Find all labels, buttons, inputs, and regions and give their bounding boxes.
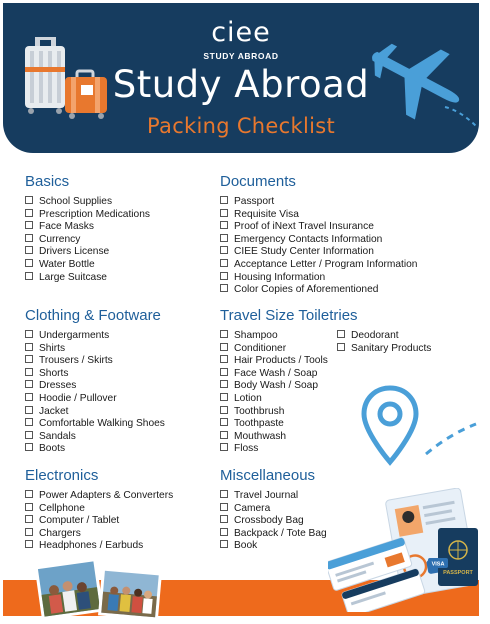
checkbox-icon[interactable] <box>220 528 228 536</box>
checklist-item[interactable]: Backpack / Tote Bag <box>220 528 327 541</box>
checkbox-icon[interactable] <box>25 221 33 229</box>
student-photo-left <box>34 558 104 620</box>
checklist-item[interactable]: Undergarments <box>25 330 165 343</box>
checkbox-icon[interactable] <box>220 393 228 401</box>
checkbox-icon[interactable] <box>25 259 33 267</box>
section-title-clothing: Clothing & Footware <box>25 307 161 324</box>
checkbox-icon[interactable] <box>220 368 228 376</box>
checklist-item[interactable]: Toothbrush <box>220 406 337 419</box>
checklist-item[interactable]: Sanitary Products <box>337 343 431 356</box>
checkbox-icon[interactable] <box>220 259 228 267</box>
section-clothing <box>25 307 165 456</box>
checklist-item[interactable]: Hair Products / Tools <box>220 355 337 368</box>
checklist-item[interactable]: Shampoo <box>220 330 337 343</box>
checklist-item[interactable]: Sandals <box>25 431 165 444</box>
checkbox-icon[interactable] <box>25 246 33 254</box>
checkbox-icon[interactable] <box>25 234 33 242</box>
checklist-item[interactable]: Dresses <box>25 380 165 393</box>
checklist-item[interactable]: Prescription Medications <box>25 209 150 222</box>
checklist-item[interactable]: Large Suitcase <box>25 272 150 285</box>
checkbox-icon[interactable] <box>337 330 345 338</box>
checkbox-icon[interactable] <box>220 406 228 414</box>
checkbox-icon[interactable] <box>220 196 228 204</box>
checkbox-icon[interactable] <box>220 221 228 229</box>
section-documents <box>220 173 417 297</box>
checkbox-icon[interactable] <box>220 431 228 439</box>
checklist-item[interactable]: Water Bottle <box>25 259 150 272</box>
checkbox-icon[interactable] <box>25 393 33 401</box>
passport-label: PASSPORT <box>443 570 473 576</box>
checkbox-icon[interactable] <box>220 490 228 498</box>
checklist-item[interactable]: Lotion <box>220 393 337 406</box>
checkbox-icon[interactable] <box>25 515 33 523</box>
page-subtitle: Packing Checklist <box>147 114 335 138</box>
checklist-item[interactable]: Color Copies of Aforementioned <box>220 284 417 297</box>
checklist-item[interactable]: Book <box>220 540 327 553</box>
checklist-item[interactable]: Shirts <box>25 343 165 356</box>
checklist-item[interactable]: Chargers <box>25 528 173 541</box>
checklist-item[interactable]: Crossbody Bag <box>220 515 327 528</box>
checkbox-icon[interactable] <box>220 540 228 548</box>
checklist-item[interactable]: Trousers / Skirts <box>25 355 165 368</box>
checklist-item[interactable]: Proof of iNext Travel Insurance <box>220 221 417 234</box>
checklist-item[interactable]: Requisite Visa <box>220 209 417 222</box>
checkbox-icon[interactable] <box>220 284 228 292</box>
checkbox-icon[interactable] <box>25 380 33 388</box>
checklist-item[interactable]: Computer / Tablet <box>25 515 173 528</box>
section-title-electronics: Electronics <box>25 467 99 484</box>
checkbox-icon[interactable] <box>25 540 33 548</box>
section-basics <box>25 173 150 284</box>
checkbox-icon[interactable] <box>25 343 33 351</box>
checkbox-icon[interactable] <box>25 528 33 536</box>
brand-logo: ciee <box>211 17 271 48</box>
checklist-item[interactable]: Power Adapters & Converters <box>25 490 173 503</box>
checkbox-icon[interactable] <box>25 196 33 204</box>
checklist-item[interactable]: Toothpaste <box>220 418 337 431</box>
checkbox-icon[interactable] <box>25 443 33 451</box>
checklist-item[interactable]: Emergency Contacts Information <box>220 234 417 247</box>
checklist-item[interactable]: Comfortable Walking Shoes <box>25 418 165 431</box>
checklist-item[interactable]: Camera <box>220 503 327 516</box>
checklist-item[interactable]: Boots <box>25 443 165 456</box>
visa-stamp-label: VISA <box>431 561 445 568</box>
checklist-item[interactable]: Floss <box>220 443 337 456</box>
passport-icon <box>328 488 482 612</box>
checklist-item[interactable]: Drivers License <box>25 246 150 259</box>
checklist-item[interactable]: Deodorant <box>337 330 431 343</box>
checklist-item[interactable]: Travel Journal <box>220 490 327 503</box>
checkbox-icon[interactable] <box>220 272 228 280</box>
checkbox-icon[interactable] <box>25 272 33 280</box>
checkbox-icon[interactable] <box>25 406 33 414</box>
checklist-item[interactable]: Body Wash / Soap <box>220 380 337 393</box>
checklist-item[interactable]: Headphones / Earbuds <box>25 540 173 553</box>
header-banner <box>3 3 479 153</box>
checkbox-icon[interactable] <box>25 418 33 426</box>
checklist-item[interactable]: Mouthwash <box>220 431 337 444</box>
map-pin-icon <box>360 384 480 468</box>
section-electronics <box>25 467 173 553</box>
checklist-item[interactable]: Face Masks <box>25 221 150 234</box>
checkbox-icon[interactable] <box>220 443 228 451</box>
checkbox-icon[interactable] <box>220 380 228 388</box>
section-title-toiletries: Travel Size Toiletries <box>220 307 358 324</box>
section-title-misc: Miscellaneous <box>220 467 316 484</box>
checkbox-icon[interactable] <box>220 209 228 217</box>
checklist-item[interactable]: Face Wash / Soap <box>220 368 337 381</box>
checkbox-icon[interactable] <box>220 503 228 511</box>
checkbox-icon[interactable] <box>25 330 33 338</box>
section-misc <box>220 467 327 553</box>
checkbox-icon[interactable] <box>25 490 33 498</box>
checkbox-icon[interactable] <box>25 368 33 376</box>
checklist-item[interactable]: Passport <box>220 196 417 209</box>
checkbox-icon[interactable] <box>220 234 228 242</box>
checklist-item[interactable]: Currency <box>25 234 150 247</box>
checklist-item[interactable]: Conditioner <box>220 343 337 356</box>
checkbox-icon[interactable] <box>220 343 228 351</box>
checklist-item[interactable]: Shorts <box>25 368 165 381</box>
flight-path-dashes <box>443 103 479 133</box>
checkbox-icon[interactable] <box>25 431 33 439</box>
checklist-item[interactable]: CIEE Study Center Information <box>220 246 417 259</box>
checkbox-icon[interactable] <box>337 343 345 351</box>
section-title-documents: Documents <box>220 173 296 190</box>
page-title: Study Abroad <box>112 63 370 106</box>
checkbox-icon[interactable] <box>25 503 33 511</box>
checkbox-icon[interactable] <box>220 515 228 523</box>
checklist-item[interactable]: Cellphone <box>25 503 173 516</box>
checkbox-icon[interactable] <box>220 355 228 363</box>
checkbox-icon[interactable] <box>220 246 228 254</box>
student-photo-right <box>96 566 164 622</box>
checkbox-icon[interactable] <box>25 209 33 217</box>
checkbox-icon[interactable] <box>25 355 33 363</box>
brand-tagline: STUDY ABROAD <box>203 51 279 61</box>
checkbox-icon[interactable] <box>220 418 228 426</box>
checklist-item[interactable]: School Supplies <box>25 196 150 209</box>
section-title-basics: Basics <box>25 173 70 190</box>
checklist-item[interactable]: Hoodie / Pullover <box>25 393 165 406</box>
checklist-item[interactable]: Housing Information <box>220 272 417 285</box>
checklist-item[interactable]: Acceptance Letter / Program Information <box>220 259 417 272</box>
checklist-item[interactable]: Jacket <box>25 406 165 419</box>
checkbox-icon[interactable] <box>220 330 228 338</box>
